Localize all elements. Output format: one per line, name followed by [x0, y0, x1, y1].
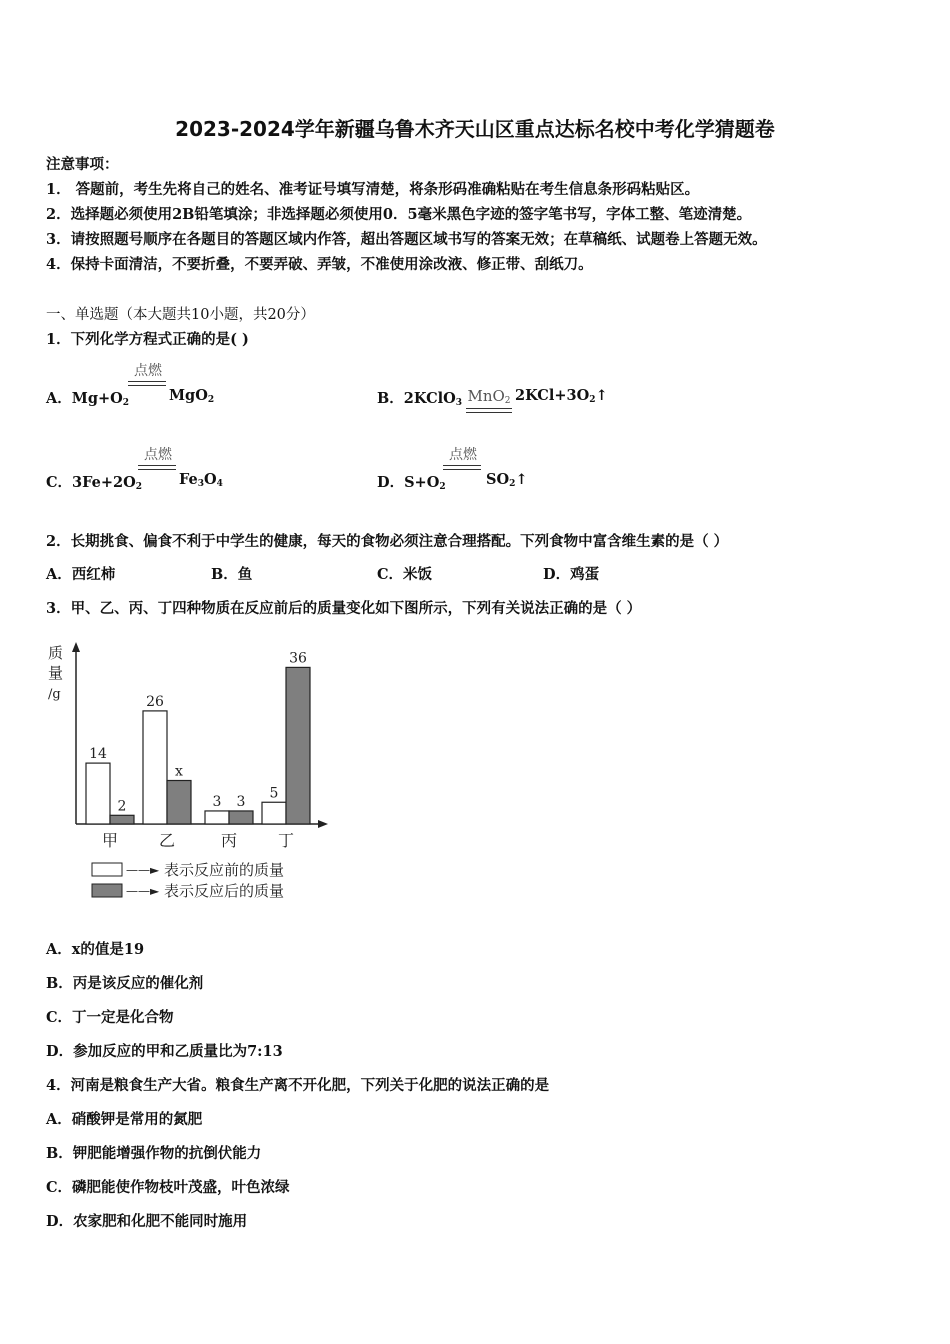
q1-option-b[interactable]: B．2KClO$_3$ — [377, 390, 463, 408]
equals-sign — [466, 408, 512, 413]
legend-arrow-icon: ——► — [126, 863, 160, 877]
bar-after — [229, 811, 253, 824]
bar-after — [167, 781, 191, 825]
q2-option-b[interactable]: B．鱼 — [211, 566, 253, 583]
x-tick-label: 甲 — [101, 831, 119, 850]
q1-b-product: $2KCl+3O_2↑$ — [515, 387, 608, 405]
bar-value-label: 2 — [117, 798, 127, 815]
option-label: C． — [46, 474, 73, 491]
equals-sign — [443, 465, 481, 470]
notice-item: 1． 答题前，考生先将自己的姓名、准考证号填写清楚，将条形码准确粘贴在考生信息条形码粘贴区。 — [46, 181, 700, 198]
bar-value-label: 36 — [289, 650, 307, 667]
page-title: 2023-2024学年新疆乌鲁木齐天山区重点达标名校中考化学猜题卷 — [175, 117, 775, 141]
q2-option-c[interactable]: C．米饭 — [377, 566, 433, 583]
condition-text: 点燃 — [449, 447, 477, 463]
q4-option-c[interactable]: C．磷肥能使作物枝叶茂盛，叶色浓绿 — [46, 1179, 290, 1196]
y-axis-arrow-icon — [72, 642, 80, 652]
bar-before — [262, 802, 286, 824]
q2-option-a[interactable]: A．西红柿 — [46, 566, 116, 583]
bar-value-label: 3 — [236, 793, 246, 810]
q3-stem: 3．甲、乙、丙、丁四种物质在反应前后的质量变化如下图所示，下列有关说法正确的是（ ） — [46, 600, 642, 617]
x-axis-arrow-icon — [318, 820, 328, 828]
q3-option-a[interactable]: A．x的值是19 — [46, 941, 145, 958]
legend-swatch-after — [92, 884, 122, 897]
q4-option-d[interactable]: D．农家肥和化肥不能同时施用 — [46, 1213, 248, 1230]
x-tick-label: 乙 — [158, 831, 176, 850]
option-label: B． — [377, 390, 404, 407]
bar-after — [110, 815, 134, 824]
notice-heading: 注意事项： — [46, 156, 119, 173]
bar-before — [86, 763, 110, 824]
legend-swatch-before — [92, 863, 122, 876]
q1-option-c[interactable]: C．$3Fe+2O_2$ — [46, 474, 142, 492]
bar-value-label: 5 — [269, 785, 279, 802]
mass-change-bar-chart — [40, 630, 340, 910]
q1-option-a[interactable]: A．$Mg+O_2$ — [46, 390, 130, 408]
up-arrow-icon: ↑ — [515, 471, 528, 488]
bar-before — [205, 811, 229, 824]
y-axis-label: 量 — [48, 664, 64, 682]
q1-d-product: $SO_2↑$ — [486, 471, 528, 489]
bar-before — [143, 711, 167, 824]
q3-option-d[interactable]: D．参加反应的甲和乙质量比为7:13 — [46, 1043, 283, 1060]
bar-value-label: x — [175, 763, 183, 780]
legend-arrow-icon: ——► — [126, 884, 160, 898]
y-axis-label: 质 — [48, 644, 64, 662]
q2-option-d[interactable]: D．鸡蛋 — [543, 566, 600, 583]
notice-item: 2．选择题必须使用2B铅笔填涂；非选择题必须使用0．5毫米黑色字迹的签字笔书写，字体工整、笔迹清楚。 — [46, 206, 752, 223]
x-tick-label: 丁 — [277, 831, 295, 850]
notice-item: 3．请按照题号顺序在各题目的答题区域内作答，超出答题区域书写的答案无效；在草稿纸、试题卷上答题无效。 — [46, 231, 767, 248]
condition-text: 点燃 — [144, 447, 172, 463]
option-label: A． — [46, 390, 72, 407]
bar-value-label: 14 — [89, 746, 107, 763]
option-label: D． — [377, 474, 405, 491]
notice-item: 4．保持卡面清洁，不要折叠，不要弄破、弄皱，不准使用涂改液、修正带、刮纸刀。 — [46, 256, 593, 273]
legend-label-before: 表示反应前的质量 — [164, 861, 285, 879]
q1-c-product: $Fe_3O_4$ — [179, 471, 223, 489]
condition-text: 点燃 — [134, 363, 162, 379]
q3-option-c[interactable]: C．丁一定是化合物 — [46, 1009, 174, 1026]
q3-option-b[interactable]: B．丙是该反应的催化剂 — [46, 975, 204, 992]
y-axis-label: /g — [48, 687, 61, 702]
bar-value-label: 26 — [146, 693, 164, 710]
up-arrow-icon: ↑ — [595, 387, 608, 404]
q1-option-d[interactable]: D．$S+O_2$ — [377, 474, 446, 492]
q4-option-b[interactable]: B．钾肥能增强作物的抗倒伏能力 — [46, 1145, 262, 1162]
bar-value-label: 3 — [212, 793, 222, 810]
section-heading: 一、单选题（本大题共10小题，共20分） — [46, 307, 315, 323]
x-tick-label: 丙 — [220, 831, 238, 850]
q1-a-product: MgO$_2$ — [169, 387, 215, 405]
bar-after — [286, 667, 310, 824]
equals-sign — [138, 465, 176, 470]
q1-stem: 1．下列化学方程式正确的是( ) — [46, 331, 249, 348]
q2-stem: 2．长期挑食、偏食不利于中学生的健康，每天的食物必须注意合理搭配。下列食物中富含维生素的是（ ） — [46, 533, 729, 550]
q4-stem: 4．河南是粮食生产大省。粮食生产离不开化肥，下列关于化肥的说法正确的是 — [46, 1077, 550, 1094]
catalyst-text: MnO$_2$ — [467, 387, 511, 406]
q4-option-a[interactable]: A．硝酸钾是常用的氮肥 — [46, 1111, 203, 1128]
equals-sign — [128, 381, 166, 386]
legend-label-after: 表示反应后的质量 — [164, 882, 285, 900]
